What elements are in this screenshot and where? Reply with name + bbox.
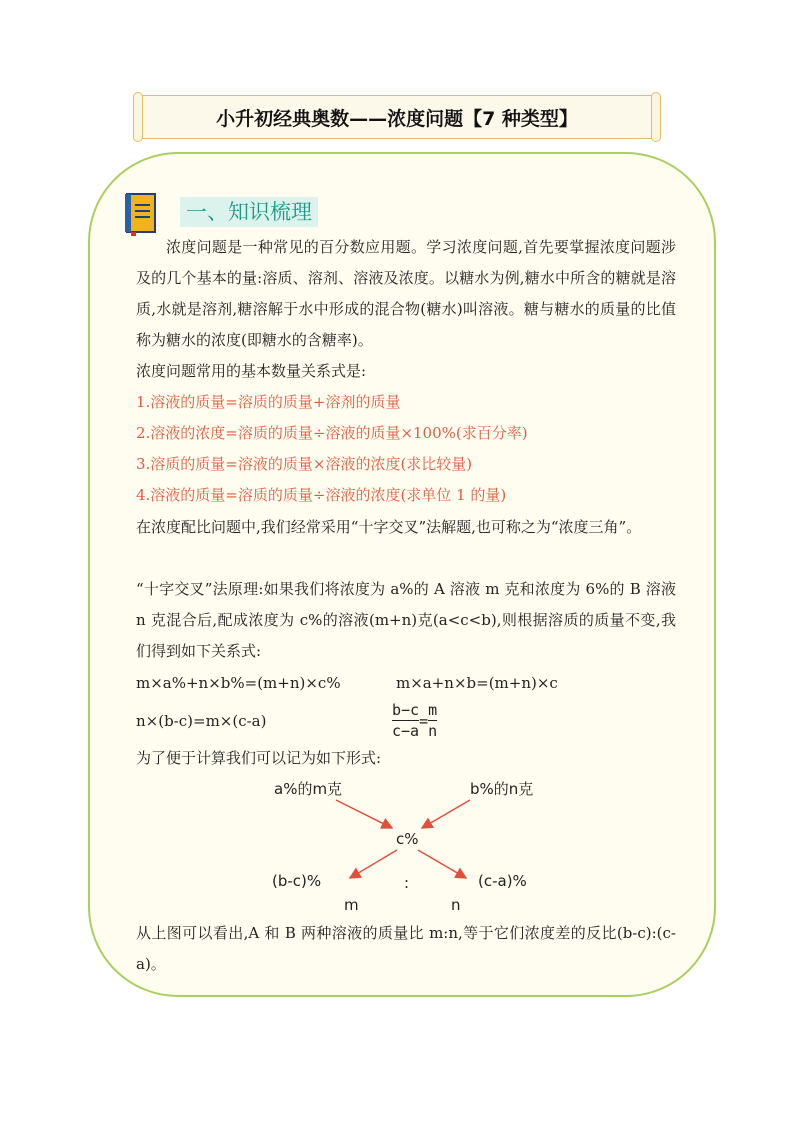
cross-top-right-label: b%的n克 xyxy=(470,780,534,798)
equation-2-left: n×(b-c)=m×(c-a) xyxy=(136,712,267,730)
arrow-bottom-right xyxy=(418,850,466,878)
formula-2: 2.溶液的浓度=溶质的质量÷溶液的质量×100%(求百分率) xyxy=(136,424,528,442)
cross-intro: 在浓度配比问题中,我们经常采用“十字交叉”法解题,也可称之为“浓度三角”。 xyxy=(136,518,642,536)
conclusion-paragraph: 从上图可以看出,A 和 B 两种溶液的质量比 m:n,等于它们浓度差的反比(b-c):(c-a)。 xyxy=(136,924,676,973)
cross-bottom-left-label: (b-c)% xyxy=(272,872,322,890)
fraction-left-denominator: c−a xyxy=(392,722,420,740)
ratio-m: m xyxy=(344,896,359,914)
arrow-top-right xyxy=(422,800,470,828)
calc-note: 为了便于计算我们可以记为如下形式: xyxy=(136,749,382,767)
fraction-right-denominator: n xyxy=(428,722,438,740)
equation-1-right: m×a+n×b=(m+n)×c xyxy=(396,674,558,692)
principle-paragraph: “十字交叉”法原理:如果我们将浓度为 a%的 A 溶液 m 克和浓度为 6%的 B 溶液 n 克混合后,配成浓度为 c%的溶液(m+n)克(a<c<b),则根据溶质的质量不变,我们得到如下关系式: xyxy=(136,580,676,660)
formula-4: 4.溶液的质量=溶质的质量÷溶液的浓度(求单位 1 的量) xyxy=(136,486,507,504)
fraction-right-numerator: m xyxy=(428,701,438,719)
fraction-equals: = xyxy=(419,711,429,730)
fraction-left-numerator: b−c xyxy=(392,701,420,719)
ratio-n: n xyxy=(451,896,461,914)
page-title: 小升初经典奥数——浓度问题【7 种类型】 xyxy=(216,107,578,130)
cross-center-label: c% xyxy=(396,830,419,848)
section-title: 一、知识梳理 xyxy=(180,197,318,227)
cross-bottom-right-label: (c-a)% xyxy=(478,872,527,890)
formula-1: 1.溶液的质量=溶质的质量+溶剂的质量 xyxy=(136,393,401,411)
relations-heading: 浓度问题常用的基本数量关系式是: xyxy=(136,362,367,380)
arrow-top-left xyxy=(336,800,392,828)
intro-paragraph: 浓度问题是一种常见的百分数应用题。学习浓度问题,首先要掌握浓度问题涉及的几个基本的量:溶质、溶剂、溶液及浓度。以糖水为例,糖水中所含的糖就是溶质,水就是溶剂,糖溶解于水中形成的混合物(糖水)叫溶液。糖与糖水的质量的比值称为糖水的浓度(即糖水的含糖率)。 xyxy=(136,238,676,349)
formula-3: 3.溶质的质量=溶液的质量×溶液的浓度(求比较量) xyxy=(136,455,473,473)
cross-top-left-label: a%的m克 xyxy=(274,780,343,798)
arrow-bottom-left xyxy=(350,850,397,878)
ratio-colon: : xyxy=(404,874,410,892)
equation-1-left: m×a%+n×b%=(m+n)×c% xyxy=(136,674,341,692)
